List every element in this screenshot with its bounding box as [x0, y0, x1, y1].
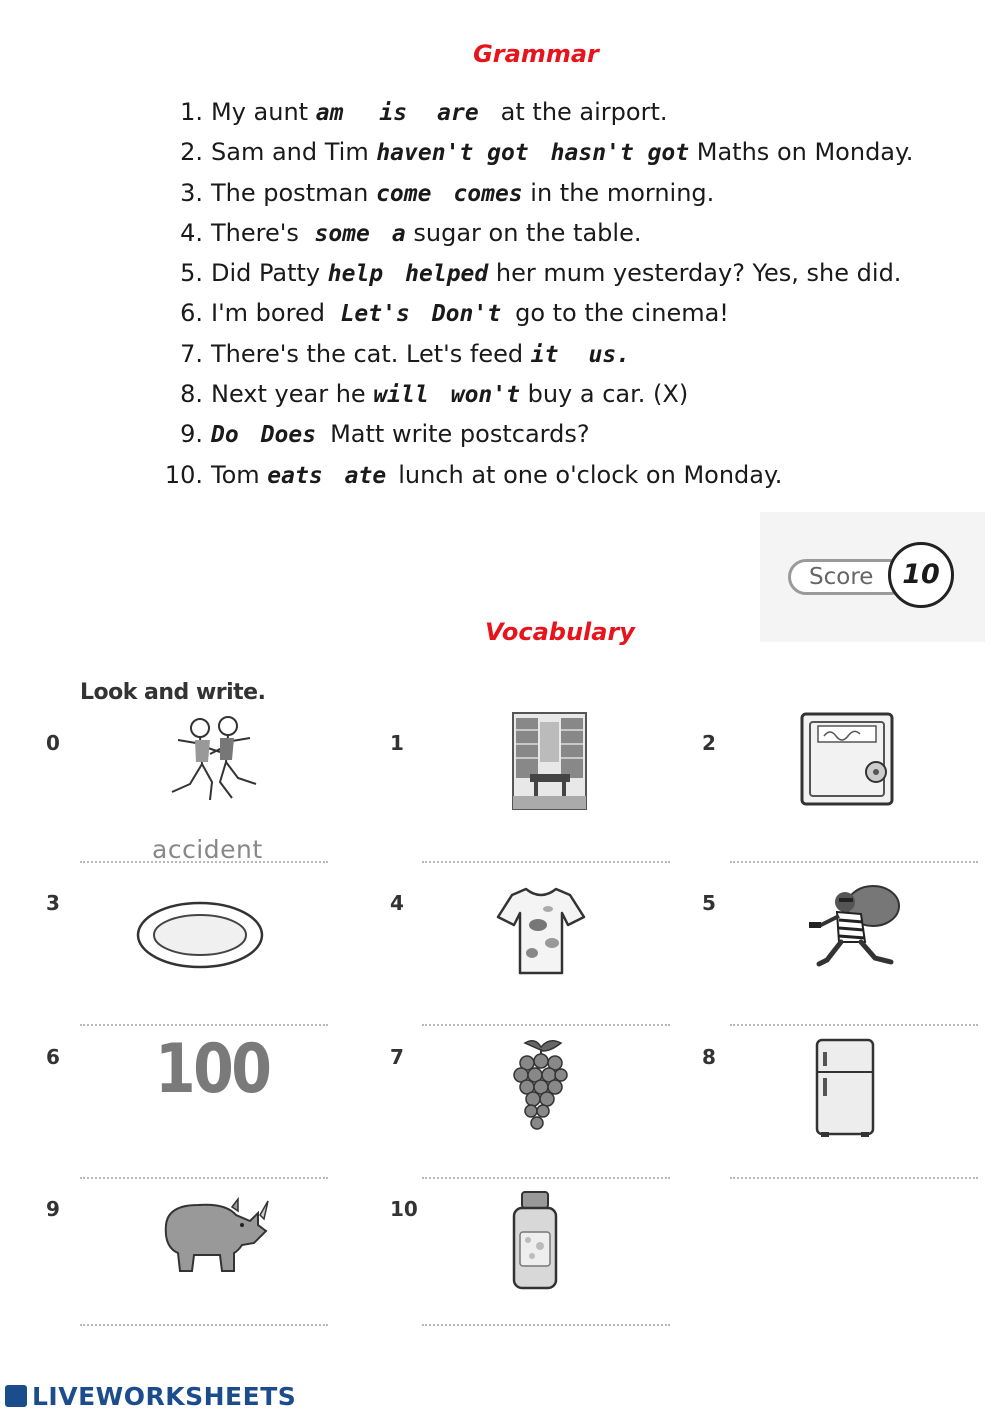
grammar-item-number: 6.	[180, 299, 203, 328]
vocab-number-5: 5	[702, 891, 716, 915]
grammar-item-5	[155, 253, 913, 293]
answer-option[interactable]: are	[437, 100, 479, 126]
answer-line-4[interactable]	[422, 1024, 670, 1026]
answer-option[interactable]: Don't	[431, 301, 502, 328]
grammar-item-8	[155, 374, 913, 414]
vocab-number-9: 9	[46, 1197, 60, 1221]
grammar-item-number: 7.	[180, 339, 203, 368]
answer-option[interactable]: will	[373, 382, 429, 409]
liveworksheets-icon	[5, 1385, 27, 1407]
grammar-item-number: 4.	[180, 218, 203, 247]
grammar-list	[155, 92, 913, 495]
sentence-text: Matt write postcards?	[330, 420, 590, 449]
vocabulary-title: Vocabulary	[485, 618, 635, 646]
grammar-item-10	[155, 455, 913, 495]
boys-colliding-picture	[160, 712, 270, 804]
grammar-item-3	[155, 173, 913, 213]
library-picture	[512, 712, 587, 810]
t-shirt-picture	[496, 885, 586, 977]
sentence-text: Maths on Monday.	[689, 138, 914, 167]
sentence-text: My aunt	[211, 98, 316, 126]
answer-option[interactable]: come	[376, 180, 432, 207]
answer-line-6[interactable]	[80, 1177, 328, 1179]
answer-option[interactable]: ate	[344, 462, 387, 489]
answer-option[interactable]: helped	[405, 261, 489, 288]
sentence-text: Sam and Tim	[211, 138, 377, 167]
answer-line-2[interactable]	[730, 861, 978, 863]
answer-line-10[interactable]	[422, 1324, 670, 1326]
answer-option[interactable]: is	[379, 100, 408, 126]
answer-option[interactable]: eats	[267, 462, 323, 489]
grammar-item-number: 1.	[180, 98, 203, 126]
sentence-text: I'm bored	[211, 299, 333, 328]
grammar-item-2	[155, 132, 913, 172]
answer-line-1[interactable]	[422, 861, 670, 863]
safe-picture	[800, 712, 895, 807]
answer-option[interactable]: Does	[260, 422, 317, 449]
grammar-item-number: 5.	[180, 259, 203, 288]
vocab-number-0: 0	[46, 731, 60, 755]
answer-option[interactable]: comes	[453, 180, 523, 207]
vocab-number-3: 3	[46, 891, 60, 915]
grammar-item-number: 3.	[180, 178, 203, 207]
sentence-text: The postman	[211, 178, 377, 207]
grammar-item-4	[155, 213, 913, 253]
answer-option[interactable]: Do	[211, 422, 239, 449]
thief-picture	[805, 880, 905, 975]
liveworksheets-brand: LIVEWORKSHEETS	[32, 1381, 297, 1411]
answer-option[interactable]: am	[315, 100, 344, 126]
sentence-text: lunch at one o'clock on Monday.	[398, 460, 783, 489]
sentence-text: go to the cinema!	[515, 299, 729, 328]
grammar-item-1	[155, 92, 913, 132]
answer-option[interactable]: help	[327, 261, 384, 288]
answer-option[interactable]: haven't got	[376, 140, 529, 167]
plate-picture	[135, 900, 265, 970]
grammar-item-6	[155, 293, 913, 333]
grammar-item-number: 2.	[180, 138, 203, 167]
shampoo-bottle-picture	[510, 1190, 560, 1292]
vocabulary-instruction: Look and write.	[80, 680, 266, 705]
sentence-text: There's the cat. Let's feed	[211, 339, 531, 368]
answer-option[interactable]: a	[391, 220, 406, 247]
sentence-text: Did Patty	[211, 259, 328, 288]
score-label: Score	[788, 559, 908, 595]
sentence-text: Tom	[211, 460, 268, 489]
answer-option[interactable]: hasn't got	[550, 140, 690, 167]
grapes-picture	[505, 1035, 577, 1137]
answer-option[interactable]: Let's	[340, 301, 410, 328]
grammar-item-number: 9.	[180, 420, 203, 449]
liveworksheets-logo	[5, 1380, 296, 1412]
example-answer: accident	[152, 835, 263, 864]
grammar-item-7	[155, 334, 913, 374]
sentence-text: There's	[211, 218, 307, 247]
vocab-number-10: 10	[390, 1197, 418, 1221]
answer-line-3[interactable]	[80, 1024, 328, 1026]
answer-line-7[interactable]	[422, 1177, 670, 1179]
grammar-item-number: 8.	[180, 380, 203, 409]
sentence-text: in the morning.	[522, 178, 715, 207]
grammar-item-9	[155, 414, 913, 454]
vocab-number-4: 4	[390, 891, 404, 915]
sentence-text: sugar on the table.	[405, 218, 642, 247]
vocab-number-7: 7	[390, 1045, 404, 1069]
sentence-text: her mum yesterday? Yes, she did.	[488, 259, 902, 288]
answer-option[interactable]: us.	[588, 341, 631, 368]
vocab-number-6: 6	[46, 1045, 60, 1069]
answer-option[interactable]: some	[314, 220, 370, 247]
vocab-number-8: 8	[702, 1045, 716, 1069]
sentence-text: Next year he	[211, 380, 374, 409]
grammar-item-number: 10.	[164, 460, 203, 489]
answer-option[interactable]: it	[530, 341, 559, 368]
vocab-number-2: 2	[702, 731, 716, 755]
answer-line-5[interactable]	[730, 1024, 978, 1026]
sentence-text: at the airport.	[500, 98, 668, 126]
answer-option[interactable]: won't	[450, 382, 520, 409]
rhino-picture	[158, 1195, 270, 1275]
sentence-text: buy a car. (X)	[519, 380, 689, 409]
answer-line-8[interactable]	[730, 1177, 978, 1179]
number-100-picture: 100	[155, 1030, 270, 1109]
score-value: 10	[888, 542, 954, 608]
fridge-picture	[815, 1038, 875, 1138]
vocab-number-1: 1	[390, 731, 404, 755]
answer-line-9[interactable]	[80, 1324, 328, 1326]
grammar-title: Grammar	[473, 40, 599, 68]
